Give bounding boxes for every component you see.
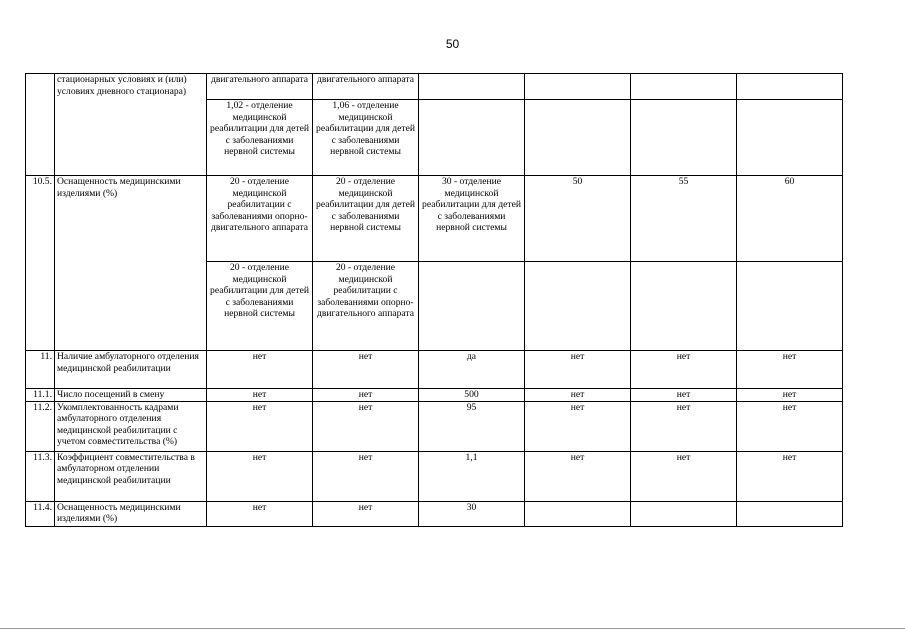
table-row (26, 451, 843, 501)
value-cell: 20 - отделение медицинской реабилитации с заболеваниями опорно-двигательного аппарата (207, 176, 313, 262)
value-cell (525, 74, 631, 100)
value-cell: нет (737, 451, 843, 501)
value-cell (631, 74, 737, 100)
value-cell: 20 - отделение медицинской реабилитации для детей с заболеваниями нервной системы (207, 262, 313, 351)
value-cell: нет (207, 389, 313, 402)
scan-edge-line (0, 628, 905, 629)
value-cell: 30 (419, 501, 525, 526)
value-cell: нет (737, 389, 843, 402)
table-row (26, 389, 843, 402)
value-cell: 30 - отделение медицинской реабилитации для детей с заболеваниями нервной системы (419, 176, 525, 262)
value-cell (737, 501, 843, 526)
value-cell: нет (313, 401, 419, 451)
value-cell: нет (313, 389, 419, 402)
value-cell: нет (737, 351, 843, 389)
table-row (26, 401, 843, 451)
value-cell: двигательного аппарата (207, 74, 313, 100)
value-cell (525, 501, 631, 526)
table-row (26, 351, 843, 389)
value-cell: нет (313, 501, 419, 526)
row-number-cell (26, 74, 55, 176)
value-cell: 1,06 - отделение медицинской реабилитации для детей с заболеваниями нервной системы (313, 100, 419, 176)
value-cell: нет (737, 401, 843, 451)
indicator-name-cell: Оснащенность медицинскими изделиями (%) (55, 176, 207, 351)
value-cell: нет (631, 401, 737, 451)
row-number-cell: 11.2. (26, 401, 55, 451)
indicator-name-cell: Число посещений в смену (55, 389, 207, 402)
table-row (26, 176, 843, 262)
row-number-cell: 11. (26, 351, 55, 389)
value-cell (525, 262, 631, 351)
value-cell: 1,02 - отделение медицинской реабилитации для детей с заболеваниями нервной системы (207, 100, 313, 176)
value-cell: 50 (525, 176, 631, 262)
value-cell (419, 100, 525, 176)
indicators-table (25, 73, 843, 527)
table-row (26, 501, 843, 526)
value-cell (525, 100, 631, 176)
value-cell (419, 74, 525, 100)
value-cell: нет (525, 401, 631, 451)
value-cell: 500 (419, 389, 525, 402)
value-cell: нет (631, 389, 737, 402)
value-cell: нет (525, 351, 631, 389)
value-cell: 55 (631, 176, 737, 262)
value-cell: двигательного аппарата (313, 74, 419, 100)
value-cell (631, 501, 737, 526)
row-number-cell: 10.5. (26, 176, 55, 351)
value-cell: нет (525, 451, 631, 501)
value-cell: нет (207, 451, 313, 501)
value-cell: нет (631, 351, 737, 389)
value-cell (419, 262, 525, 351)
value-cell: нет (207, 401, 313, 451)
value-cell: 1,1 (419, 451, 525, 501)
value-cell: 60 (737, 176, 843, 262)
value-cell (631, 100, 737, 176)
row-number-cell: 11.4. (26, 501, 55, 526)
value-cell: да (419, 351, 525, 389)
page-number: 50 (445, 37, 460, 51)
value-cell: нет (207, 501, 313, 526)
value-cell: нет (313, 351, 419, 389)
indicator-name-cell: Оснащенность медицинскими изделиями (%) (55, 501, 207, 526)
value-cell: нет (631, 451, 737, 501)
row-number-cell: 11.3. (26, 451, 55, 501)
value-cell: 95 (419, 401, 525, 451)
value-cell (737, 262, 843, 351)
value-cell (631, 262, 737, 351)
indicator-name-cell: Укомплектованность кадрами амбулаторного отделения медицинской реабилитации с учетом совместительства (%) (55, 401, 207, 451)
value-cell: нет (313, 451, 419, 501)
table-row (26, 74, 843, 100)
indicator-name-cell: Коэффициент совместительства в амбулаторном отделении медицинской реабилитации (55, 451, 207, 501)
value-cell (737, 100, 843, 176)
value-cell: нет (525, 389, 631, 402)
value-cell (737, 74, 843, 100)
value-cell: 20 - отделение медицинской реабилитации для детей с заболеваниями нервной системы (313, 176, 419, 262)
value-cell: нет (207, 351, 313, 389)
row-number-cell: 11.1. (26, 389, 55, 402)
value-cell: 20 - отделение медицинской реабилитации с заболеваниями опорно-двигательного аппарата (313, 262, 419, 351)
indicator-name-cell: стационарных условиях и (или) условиях дневного стационара) (55, 74, 207, 176)
indicator-name-cell: Наличие амбулаторного отделения медицинской реабилитации (55, 351, 207, 389)
